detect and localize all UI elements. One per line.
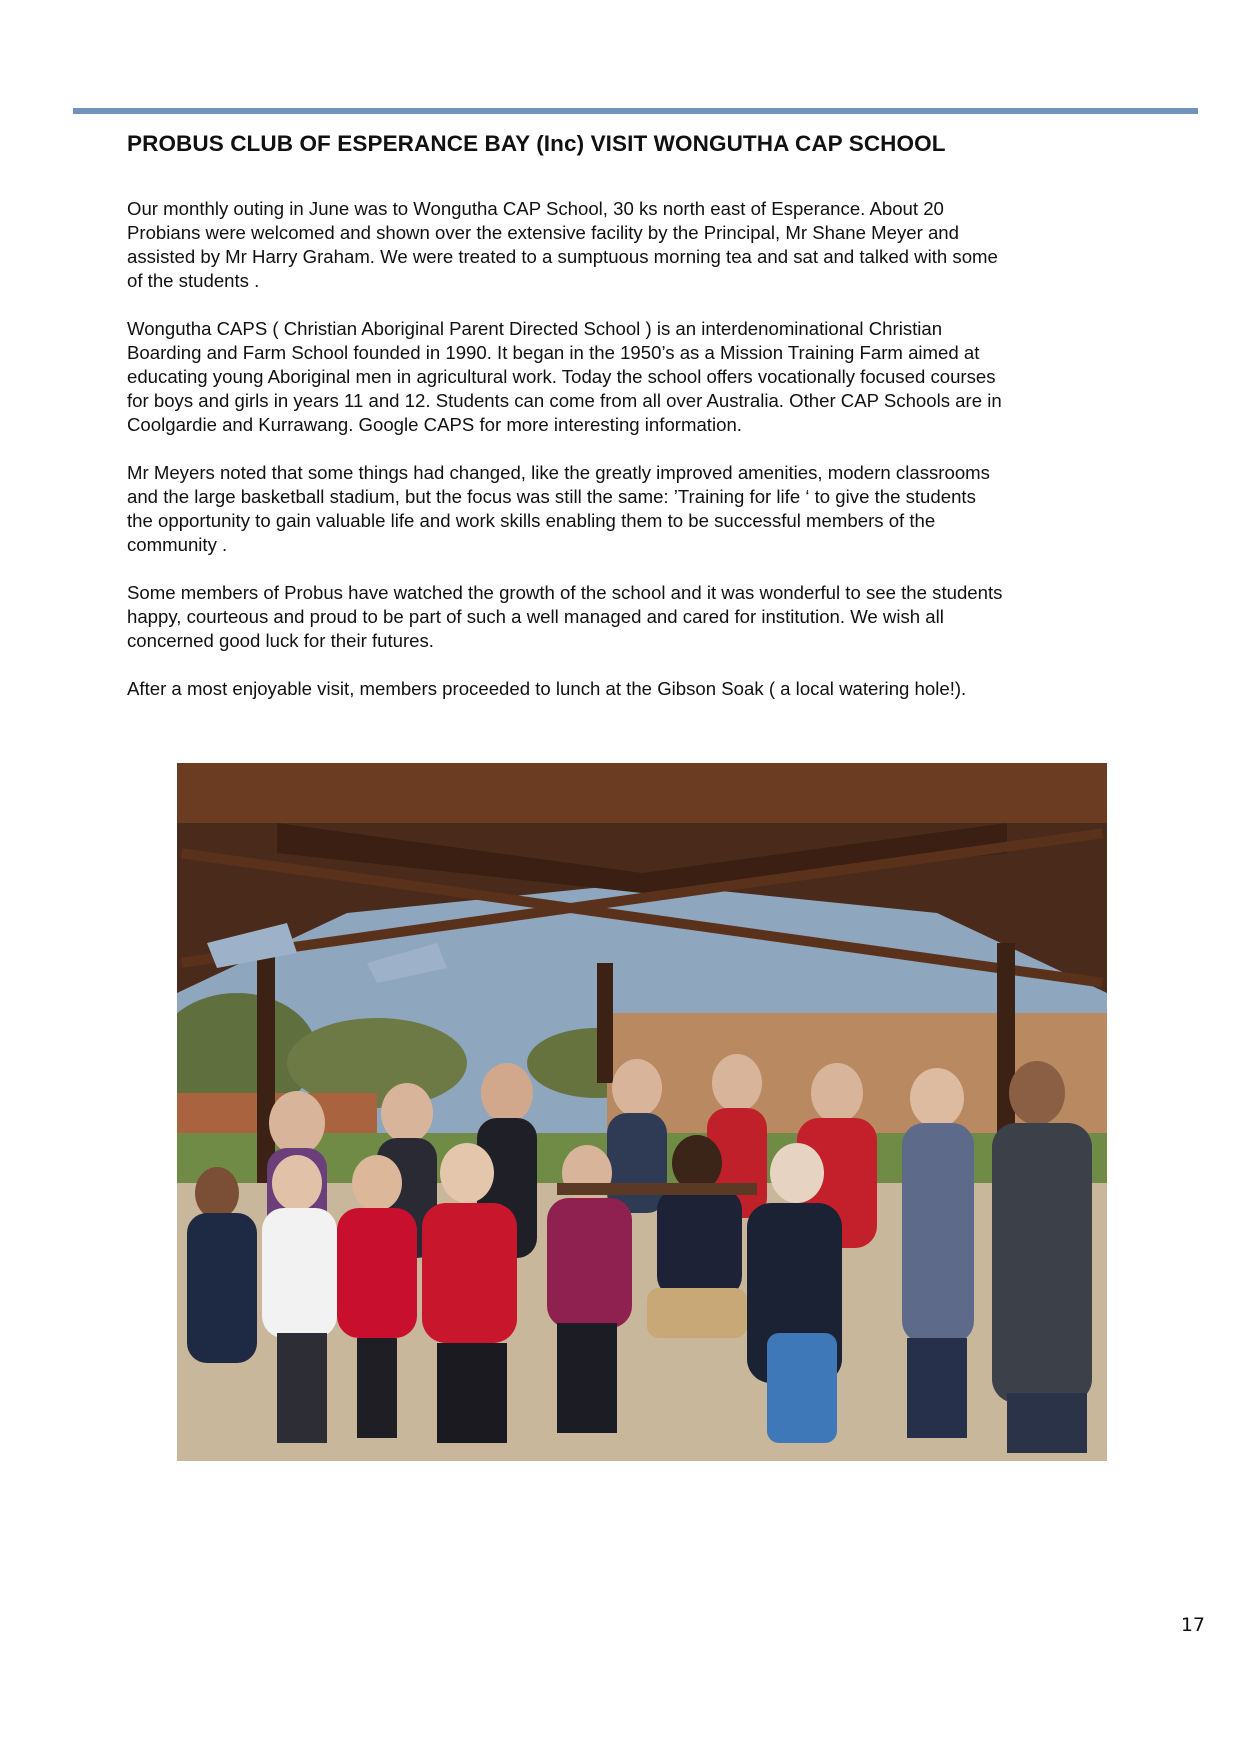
paragraph-3: Mr Meyers noted that some things had changed, like the greatly improved amenities, modern classrooms and the large basketball stadium, but the focus was still the same: ’Training for life ‘ to give the students the opportunity to gain valuable life and work skills enabling them to be successful members of the community . xyxy=(127,462,990,555)
page-title: PROBUS CLUB OF ESPERANCE BAY (Inc) VISIT WONGUTHA CAP SCHOOL xyxy=(127,131,946,156)
paragraph-4: Some members of Probus have watched the growth of the school and it was wonderful to see the students happy, courteous and proud to be part of such a well managed and cared for institution. We wish all concerned good luck for their futures. xyxy=(127,582,1003,651)
article-body xyxy=(127,197,1127,725)
header-rule xyxy=(73,108,1198,114)
paragraph-2: Wongutha CAPS ( Christian Aboriginal Parent Directed School ) is an interdenominational Christian Boarding and Farm School founded in 1990. It began in the 1950’s as a Mission Training Farm aimed at educating young Aboriginal men in agricultural work. Today the school offers vocationally focused courses for boys and girls in years 11 and 12. Students can come from all over Australia. Other CAP Schools are in Coolgardie and Kurrawang. Google CAPS for more interesting information. xyxy=(127,318,1002,435)
paragraph-1: Our monthly outing in June was to Wongutha CAP School, 30 ks north east of Esperance. About 20 Probians were welcomed and shown over the extensive facility by the Principal, Mr Shane Meyer and assisted by Mr Harry Graham. We were treated to a sumptuous morning tea and sat and talked with some of the students . xyxy=(127,198,998,291)
group-photo xyxy=(177,763,1107,1461)
page-number: 17 xyxy=(1180,1614,1205,1636)
paragraph-5: After a most enjoyable visit, members proceeded to lunch at the Gibson Soak ( a local watering hole!). xyxy=(127,678,967,699)
